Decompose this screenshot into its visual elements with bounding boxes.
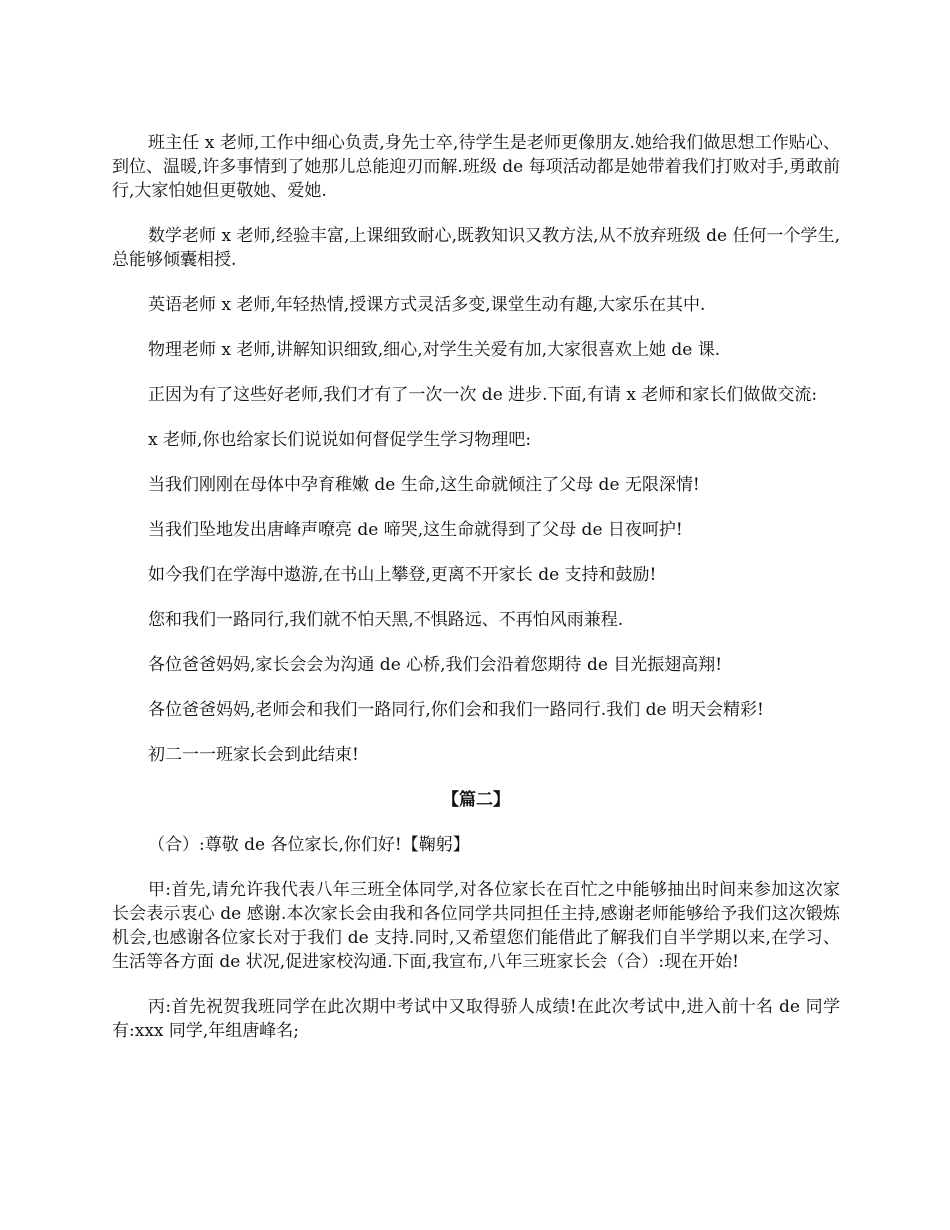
document-body bbox=[112, 131, 840, 1064]
paragraph: （合）:尊敬 de 各位家长,你们好!【鞠躬】 bbox=[148, 835, 470, 855]
paragraph: 各位爸爸妈妈,老师会和我们一路同行,你们会和我们一路同行.我们 de 明天会精彩! bbox=[148, 700, 764, 720]
paragraph: x 老师,你也给家长们说说如何督促学生学习物理吧: bbox=[148, 430, 532, 450]
paragraph: 正因为有了这些好老师,我们才有了一次一次 de 进步.下面,有请 x 老师和家长们做做交流: bbox=[148, 385, 818, 405]
paragraph: 丙:首先祝贺我班同学在此次期中考试中又取得骄人成绩!在此次考试中,进入前十名 de 同学有:xxx 同学,年组唐峰名; bbox=[112, 997, 840, 1041]
paragraph: 当我们坠地发出唐峰声嘹亮 de 啼哭,这生命就得到了父母 de 日夜呵护! bbox=[148, 520, 683, 540]
section-heading: 【篇二】 bbox=[442, 790, 510, 810]
paragraph: 班主任 x 老师,工作中细心负责,身先士卒,待学生是老师更像朋友.她给我们做思想工作贴心、到位、温暖,许多事情到了她那儿总能迎刃而解.班级 de 每项活动都是她带着我们打败对手,勇敢前行,大家怕她但更敬她、爱她. bbox=[112, 133, 840, 201]
paragraph: 各位爸爸妈妈,家长会会为沟通 de 心桥,我们会沿着您期待 de 目光振翅高翔! bbox=[148, 655, 723, 675]
paragraph: 物理老师 x 老师,讲解知识细致,细心,对学生关爱有加,大家很喜欢上她 de 课. bbox=[148, 340, 721, 360]
paragraph: 数学老师 x 老师,经验丰富,上课细致耐心,既教知识又教方法,从不放弃班级 de 任何一个学生,总能够倾囊相授. bbox=[112, 226, 840, 270]
paragraph: 英语老师 x 老师,年轻热情,授课方式灵活多变,课堂生动有趣,大家乐在其中. bbox=[148, 295, 706, 315]
paragraph: 您和我们一路同行,我们就不怕天黑,不惧路远、不再怕风雨兼程. bbox=[148, 610, 624, 630]
paragraph: 当我们刚刚在母体中孕育稚嫩 de 生命,这生命就倾注了父母 de 无限深情! bbox=[148, 475, 700, 495]
paragraph: 如今我们在学海中遨游,在书山上攀登,更离不开家长 de 支持和鼓励! bbox=[148, 565, 657, 585]
paragraph: 初二一一班家长会到此结束! bbox=[148, 745, 359, 765]
paragraph: 甲:首先,请允许我代表八年三班全体同学,对各位家长在百忙之中能够抽出时间来参加这次家长会表示衷心 de 感谢.本次家长会由我和各位同学共同担任主持,感谢老师能够给予我们这次锻炼机会,也感谢各位家长对于我们 de 支持.同时,又希望您们能借此了解我们自半学期以来,在学习、生活等各方面 de 状况,促进家校沟通.下面,我宣布,八年三班家长会（合）:现在开始! bbox=[112, 880, 840, 972]
